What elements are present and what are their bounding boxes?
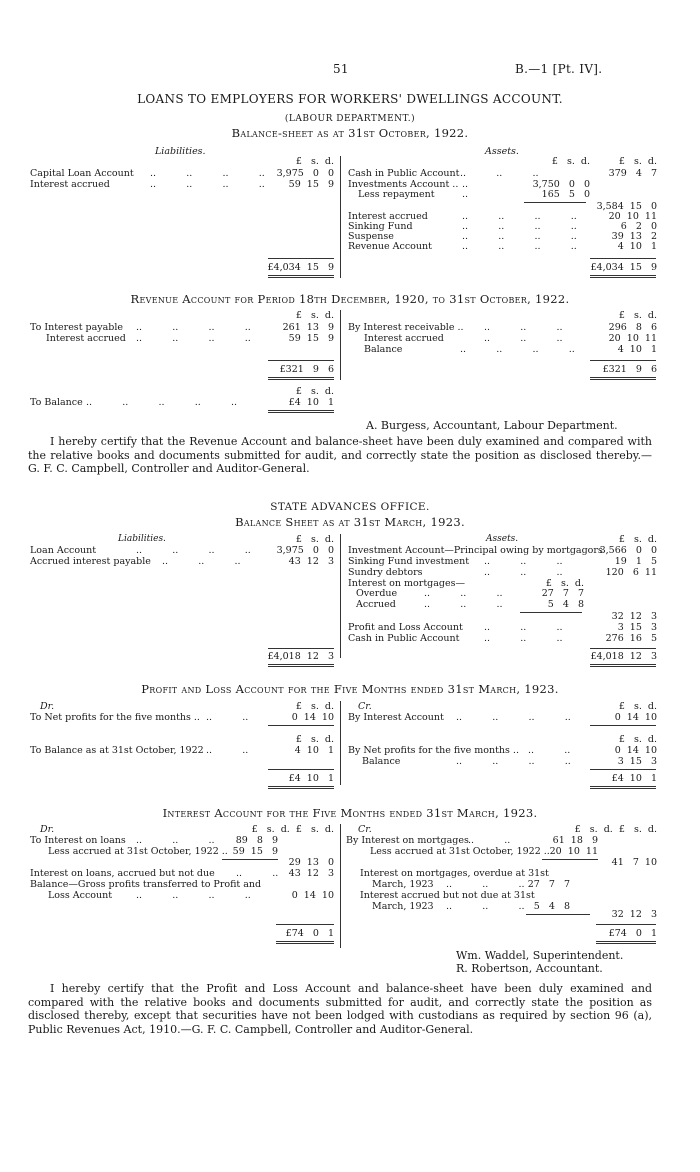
leader-dots: .. .. .. .. [136, 333, 251, 344]
asset-inner-amount: 165 5 0 [541, 189, 590, 200]
asset-amount: 3,566 0 0 [599, 545, 657, 556]
labour-liabilities-total: £4,034 15 9 [267, 262, 334, 273]
pl-credit-total: £4 10 1 [611, 773, 657, 784]
asset-amount: 120 6 11 [605, 567, 657, 578]
double-rule [268, 410, 334, 413]
state-liab-lsd-header: £ s. d. [295, 534, 334, 545]
leader-dots: .. .. .. .. [462, 241, 577, 252]
pl-credit-amount: 3 15 3 [617, 756, 657, 767]
leader-dots: .. .. .. [424, 588, 503, 599]
leader-dots: .. .. .. .. [136, 322, 251, 333]
state-liabilities-total: £4,018 12 3 [267, 651, 334, 662]
int-cr-label: Cr. [358, 824, 372, 835]
double-rule [268, 275, 334, 278]
int-debit-label: Interest on loans, accrued but not due [30, 868, 215, 879]
asset-label: Profit and Loss Account [348, 622, 463, 633]
rule [520, 612, 582, 613]
revenue-debit-total: £321 9 6 [279, 364, 334, 375]
asset-amount: 20 10 11 [608, 211, 657, 222]
leader-dots: .. .. .. [484, 333, 563, 344]
rule [542, 859, 598, 860]
leader-dots: .. .. .. [484, 322, 563, 333]
leader-dots: .. .. .. .. [150, 168, 265, 179]
int-credit-amount: 41 7 10 [611, 857, 657, 868]
asset-inner-amount: 5 4 8 [547, 599, 584, 610]
asset-label: Investment Account—Principal owing by mortgagors [348, 545, 603, 556]
leader-dots: .. .. .. [484, 556, 563, 567]
double-rule [268, 664, 334, 667]
asset-amount: 4 10 1 [617, 241, 657, 252]
pl-debit-lsd-header: £ s. d. [295, 734, 334, 745]
pl-dr-label: Dr. [40, 701, 55, 712]
pl-debit-label: To Balance as at 31st October, 1922 [30, 745, 204, 756]
pl-credit-amount: 0 14 10 [614, 712, 657, 723]
liability-amount: 3,975 0 0 [276, 545, 334, 556]
int-debit-label: To Interest on loans [30, 835, 126, 846]
revenue-right-lsd-header: £ s. d. [618, 310, 657, 321]
leader-dots: .. .. .. .. .. [86, 397, 237, 408]
revenue-divider [340, 310, 341, 380]
liability-label: Capital Loan Account [30, 168, 134, 179]
state-balance-sheet-title: Balance Sheet as at 31st March, 1923. [235, 515, 465, 529]
pl-cr-label: Cr. [358, 701, 372, 712]
labour-liabilities-heading: Liabilities. [155, 146, 206, 157]
leader-dots: .. .. .. .. [462, 221, 577, 232]
asset-amount: 379 4 7 [608, 168, 657, 179]
pl-credit-label: Balance [362, 756, 401, 767]
revenue-debit-amount: 261 13 9 [282, 322, 334, 333]
leader-dots: .. .. .. [484, 567, 563, 578]
liability-amount: 43 12 3 [288, 556, 334, 567]
asset-label: Sinking Fund [348, 221, 413, 232]
asset-label: Less repayment [358, 189, 435, 200]
leader-dots: .. [462, 179, 469, 190]
accountant-signature: R. Robertson, Accountant. [456, 962, 603, 975]
pl-debit-amount: 4 10 1 [294, 745, 334, 756]
revenue-credit-amount: 4 10 1 [617, 344, 657, 355]
int-debit-label: Balance—Gross profits transferred to Profit and [30, 879, 262, 890]
leader-dots: .. .. .. .. [136, 890, 251, 901]
labour-signature: A. Burgess, Accountant, Labour Department. [366, 419, 618, 432]
asset-inner-amount: 27 7 7 [541, 588, 584, 599]
superintendent-signature: Wm. Waddel, Superintendent. [456, 949, 624, 962]
labour-bs-divider [340, 156, 341, 278]
leader-dots: .. [462, 189, 469, 200]
state-bs-divider [340, 534, 341, 658]
asset-label: Interest accrued [348, 211, 428, 222]
asset-amount: 39 13 2 [611, 231, 657, 242]
leader-dots: .. .. [236, 868, 279, 879]
rule [268, 769, 334, 770]
revenue-debit-label: To Interest payable [30, 322, 124, 333]
labour-liab-lsd-header: £ s. d. [295, 156, 334, 167]
pl-debit-label: To Net profits for the five months .. [30, 712, 200, 723]
pl-credit-label: By Net profits for the five months .. [348, 745, 519, 756]
asset-amount: 3 15 3 [617, 622, 657, 633]
double-rule [590, 664, 656, 667]
rule [590, 258, 656, 259]
state-advances-title: STATE ADVANCES OFFICE. [270, 501, 430, 513]
labour-assets-inner-lsd-header: £ s. d. [551, 156, 590, 167]
int-debit-label: Loss Account [48, 890, 113, 901]
leader-dots: .. .. .. [162, 556, 241, 567]
leader-dots: .. .. .. [446, 901, 525, 912]
asset-label: Suspense [348, 231, 394, 242]
asset-label: Sinking Fund investment [348, 556, 470, 567]
asset-label: Cash in Public Account [348, 168, 460, 179]
asset-amount: 6 2 0 [620, 221, 657, 232]
to-balance-amount: £4 10 1 [288, 397, 334, 408]
leader-dots: .. .. .. .. [136, 545, 251, 556]
rule [268, 725, 334, 726]
leader-dots: .. .. .. [446, 879, 525, 890]
int-debit-amount: 43 12 3 [288, 868, 334, 879]
page-number: 51 [333, 62, 349, 76]
revenue-credit-label: By Interest receivable .. [348, 322, 464, 333]
labour-department-subtitle: (LABOUR DEPARTMENT.) [284, 114, 416, 124]
asset-label: Revenue Account [348, 241, 432, 252]
asset-inner-lsd-header: £ s. d. [545, 578, 584, 589]
int-credit-label: Less accrued at 31st October, 1922 .. [370, 846, 550, 857]
state-assets-total: £4,018 12 3 [590, 651, 657, 662]
labour-assets-total: £4,034 15 9 [590, 262, 657, 273]
asset-amount: 3,584 15 0 [596, 201, 657, 212]
double-rule [596, 941, 656, 944]
state-liabilities-heading: Liabilities. [118, 534, 166, 544]
rule [596, 924, 656, 925]
revenue-credit-label: Balance [364, 344, 403, 355]
int-credit-label: Interest on mortgages, overdue at 31st [360, 868, 549, 879]
int-credit-total: £74 0 1 [608, 928, 657, 939]
rule [526, 914, 590, 915]
state-assets-heading: Assets. [486, 534, 519, 544]
int-credit-label: Interest accrued but not due at 31st [360, 890, 535, 901]
leader-dots: .. .. .. .. [460, 344, 575, 355]
int-credit-label: March, 1923 [372, 879, 434, 890]
page-reference: B.—1 [Pt. IV]. [515, 62, 603, 76]
int-debit-inner: 89 8 9 [235, 835, 278, 846]
int-credit-inner: 27 7 7 [527, 879, 570, 890]
pl-credit-label: By Interest Account [348, 712, 444, 723]
leader-dots: .. .. .. [460, 168, 539, 179]
state-certification: I hereby certify that the Profit and Loss Account and balance-sheet have been duly examined and compared with the relative books and documents submitted for audit, and correctly state the position as disclosed thereby, except that securities have not been lodged with custodians as required by section 96 (a), Public Revenues Act, 1910.—G. F. C. Campbell, Controller and Auditor-General. [28, 982, 652, 1036]
asset-label: Investments Account .. [348, 179, 459, 190]
leader-dots: .. .. [206, 712, 249, 723]
double-rule [590, 377, 656, 380]
leader-dots: .. .. .. [136, 835, 215, 846]
liability-label: Loan Account [30, 545, 97, 556]
int-left-lsd-header: £ s. d. £ s. d. [251, 824, 334, 835]
rule [590, 360, 656, 361]
int-right-lsd-header: £ s. d. £ s. d. [574, 824, 657, 835]
int-debit-label: Less accrued at 31st October, 1922 .. [48, 846, 228, 857]
rule [590, 769, 656, 770]
labour-account-title: LOANS TO EMPLOYERS FOR WORKERS' DWELLINGS ACCOUNT. [137, 92, 563, 106]
rule [590, 725, 656, 726]
asset-label: Cash in Public Account [348, 633, 460, 644]
int-credit-inner: 61 18 9 [552, 835, 598, 846]
pl-credit-amount: 0 14 10 [614, 745, 657, 756]
rule [524, 202, 586, 203]
asset-inner-amount: 3,750 0 0 [532, 179, 590, 190]
int-credit-inner: 5 4 8 [533, 901, 570, 912]
double-rule [590, 275, 656, 278]
double-rule [276, 941, 334, 944]
int-debit-amount: 0 14 10 [291, 890, 334, 901]
leader-dots: .. .. .. .. [456, 712, 571, 723]
asset-label: Sundry debtors [348, 567, 423, 578]
labour-assets-lsd-header: £ s. d. [618, 156, 657, 167]
revenue-debit-label: Interest accrued [46, 333, 126, 344]
asset-label: Interest on mortgages— [348, 578, 465, 589]
liability-label: Interest accrued [30, 179, 110, 190]
asset-label: Overdue [356, 588, 398, 599]
rule [590, 648, 656, 649]
liability-amount: 59 15 9 [288, 179, 334, 190]
pl-debit-amount: 0 14 10 [291, 712, 334, 723]
asset-amount: 32 12 3 [611, 611, 657, 622]
rule [276, 924, 334, 925]
interest-account-title: Interest Account for the Five Months ended 31st March, 1923. [162, 806, 538, 820]
int-debit-total: £74 0 1 [285, 928, 334, 939]
to-balance-label: To Balance [30, 397, 83, 408]
state-assets-lsd-header: £ s. d. [618, 534, 657, 545]
liability-amount: 3,975 0 0 [276, 168, 334, 179]
leader-dots: .. .. .. .. [462, 231, 577, 242]
rule [268, 360, 334, 361]
rule [268, 648, 334, 649]
profit-loss-title: Profit and Loss Account for the Five Months ended 31st March, 1923. [141, 682, 559, 696]
int-credit-amount: 32 12 3 [611, 909, 657, 920]
leader-dots: .. .. .. .. [456, 756, 571, 767]
revenue-credit-amount: 296 8 6 [608, 322, 657, 333]
leader-dots: .. .. .. [484, 622, 563, 633]
revenue-credit-amount: 20 10 11 [608, 333, 657, 344]
revenue-credit-total: £321 9 6 [602, 364, 657, 375]
double-rule [268, 786, 334, 789]
pl-divider [340, 701, 341, 785]
leader-dots: .. .. [206, 745, 249, 756]
double-rule [590, 786, 656, 789]
revenue-account-title: Revenue Account for Period 18th December, 1920, to 31st October, 1922. [130, 292, 570, 306]
double-rule [268, 377, 334, 380]
leader-dots: .. .. .. [484, 633, 563, 644]
leader-dots: .. .. [528, 745, 571, 756]
pl-debit-total: £4 10 1 [288, 773, 334, 784]
to-balance-lsd-header: £ s. d. [295, 386, 334, 397]
asset-amount: 276 16 5 [605, 633, 657, 644]
int-credit-label: March, 1923 [372, 901, 434, 912]
revenue-debit-amount: 59 15 9 [288, 333, 334, 344]
rule [268, 258, 334, 259]
leader-dots: .. .. .. .. [462, 211, 577, 222]
int-debit-inner: 59 15 9 [232, 846, 278, 857]
revenue-credit-label: Interest accrued [364, 333, 444, 344]
liability-label: Accrued interest payable [30, 556, 151, 567]
int-dr-label: Dr. [40, 824, 55, 835]
int-debit-amount: 29 13 0 [288, 857, 334, 868]
int-credit-label: By Interest on mortgages [346, 835, 469, 846]
pl-right-lsd-header: £ s. d. [618, 701, 657, 712]
leader-dots: .. .. .. .. [150, 179, 265, 190]
labour-assets-heading: Assets. [485, 146, 519, 157]
leader-dots: .. .. [468, 835, 511, 846]
leader-dots: .. .. .. [424, 599, 503, 610]
interest-divider [340, 824, 341, 948]
asset-amount: 19 1 5 [614, 556, 657, 567]
pl-credit-lsd-header: £ s. d. [618, 734, 657, 745]
int-credit-inner: 20 10 11 [549, 846, 598, 857]
pl-left-lsd-header: £ s. d. [295, 701, 334, 712]
asset-label: Accrued [356, 599, 396, 610]
revenue-left-lsd-header: £ s. d. [295, 310, 334, 321]
labour-certification: I hereby certify that the Revenue Account and balance-sheet have been duly examined and compared with the relative books and documents submitted for audit, and correctly state the position as disclosed thereby.— G. F. C. Campbell, Controller and Auditor-General. [28, 435, 652, 475]
labour-balance-sheet-title: Balance-sheet as at 31st October, 1922. [231, 126, 469, 140]
